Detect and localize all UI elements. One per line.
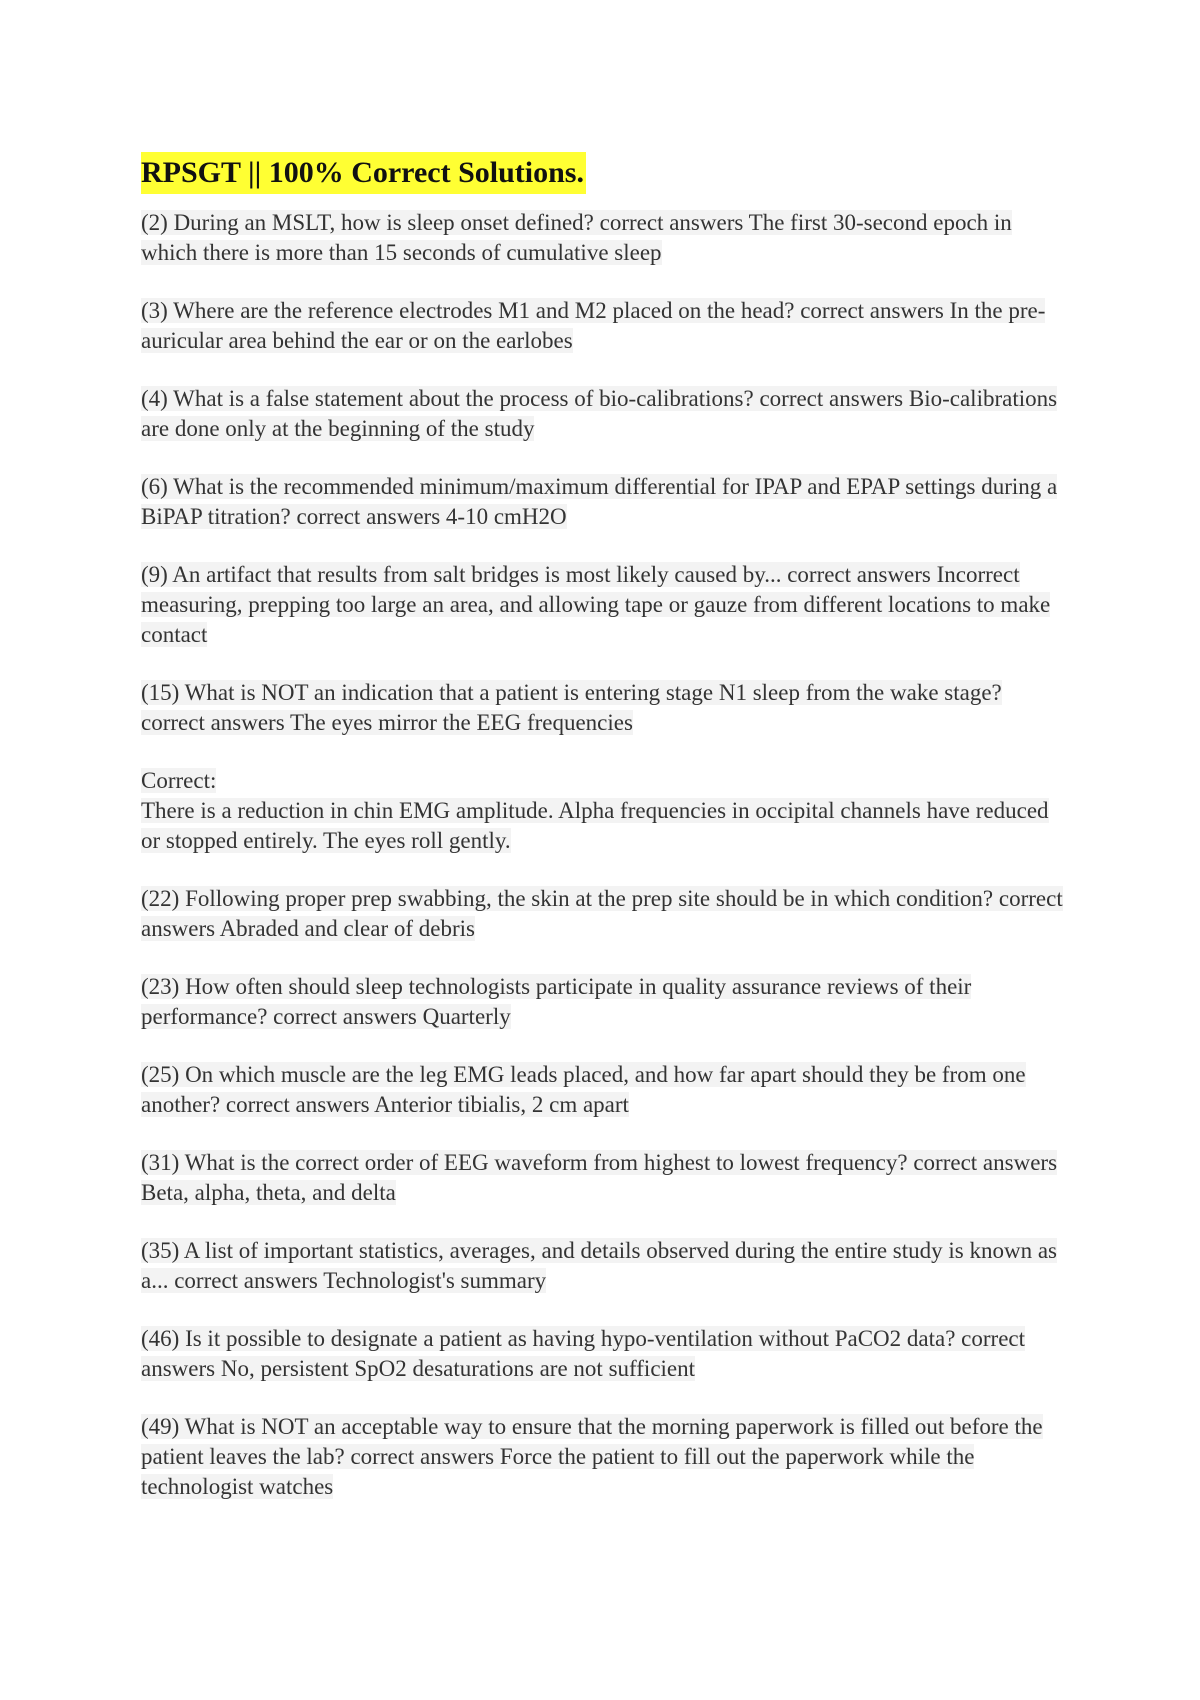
qa-item-15 xyxy=(141,678,1071,738)
qa-item-6 xyxy=(141,472,1071,532)
qa-text: (3) Where are the reference electrodes M1 and M2 placed on the head? correct answers In the pre-auricular area behind the ear or on the earlobes xyxy=(141,298,1046,353)
qa-text: There is a reduction in chin EMG amplitude. Alpha frequencies in occipital channels have reduced or stopped entirely. The eyes roll gently. xyxy=(141,798,1049,853)
document-page xyxy=(141,152,1071,1502)
qa-text: (46) Is it possible to designate a patient as having hypo-ventilation without PaCO2 data? correct answers No, persistent SpO2 desaturations are not sufficient xyxy=(141,1326,1026,1381)
qa-text: (35) A list of important statistics, averages, and details observed during the entire study is known as a... correct answers Technologist's summary xyxy=(141,1238,1057,1293)
qa-item-35 xyxy=(141,1236,1071,1296)
document-title: RPSGT || 100% Correct Solutions. xyxy=(141,152,586,194)
qa-item-46 xyxy=(141,1324,1071,1384)
qa-text: (49) What is NOT an acceptable way to ensure that the morning paperwork is filled out before the patient leaves the lab? correct answers Force the patient to fill out the paperwork while the technologist watches xyxy=(141,1414,1043,1499)
qa-text: (31) What is the correct order of EEG waveform from highest to lowest frequency? correct answers Beta, alpha, theta, and delta xyxy=(141,1150,1058,1205)
qa-text: (9) An artifact that results from salt bridges is most likely caused by... correct answers Incorrect measuring, prepping too large an area, and allowing tape or gauze from different locations to make contact xyxy=(141,562,1051,647)
qa-text: (15) What is NOT an indication that a patient is entering stage N1 sleep from the wake stage? correct answers The eyes mirror the EEG frequencies xyxy=(141,680,1002,735)
qa-text: (6) What is the recommended minimum/maximum differential for IPAP and EPAP settings during a BiPAP titration? correct answers 4-10 cmH2O xyxy=(141,474,1058,529)
qa-item-23 xyxy=(141,972,1071,1032)
qa-item-25 xyxy=(141,1060,1071,1120)
qa-text: (23) How often should sleep technologists participate in quality assurance reviews of their performance? correct answers Quarterly xyxy=(141,974,972,1029)
qa-item-49 xyxy=(141,1412,1071,1502)
qa-label: Correct: xyxy=(141,768,217,793)
qa-item-9 xyxy=(141,560,1071,650)
qa-text: (25) On which muscle are the leg EMG leads placed, and how far apart should they be from one another? correct answers Anterior tibialis, 2 cm apart xyxy=(141,1062,1026,1117)
qa-text: (22) Following proper prep swabbing, the skin at the prep site should be in which condition? correct answers Abraded and clear of debris xyxy=(141,886,1063,941)
qa-text: (2) During an MSLT, how is sleep onset defined? correct answers The first 30-second epoch in which there is more than 15 seconds of cumulative sleep xyxy=(141,210,1012,265)
qa-item-2 xyxy=(141,208,1071,268)
qa-item-4 xyxy=(141,384,1071,444)
qa-item-correct-note xyxy=(141,766,1071,856)
qa-text: (4) What is a false statement about the process of bio-calibrations? correct answers Bio-calibrations are done only at the beginning of the study xyxy=(141,386,1058,441)
qa-item-22 xyxy=(141,884,1071,944)
qa-item-31 xyxy=(141,1148,1071,1208)
qa-item-3 xyxy=(141,296,1071,356)
